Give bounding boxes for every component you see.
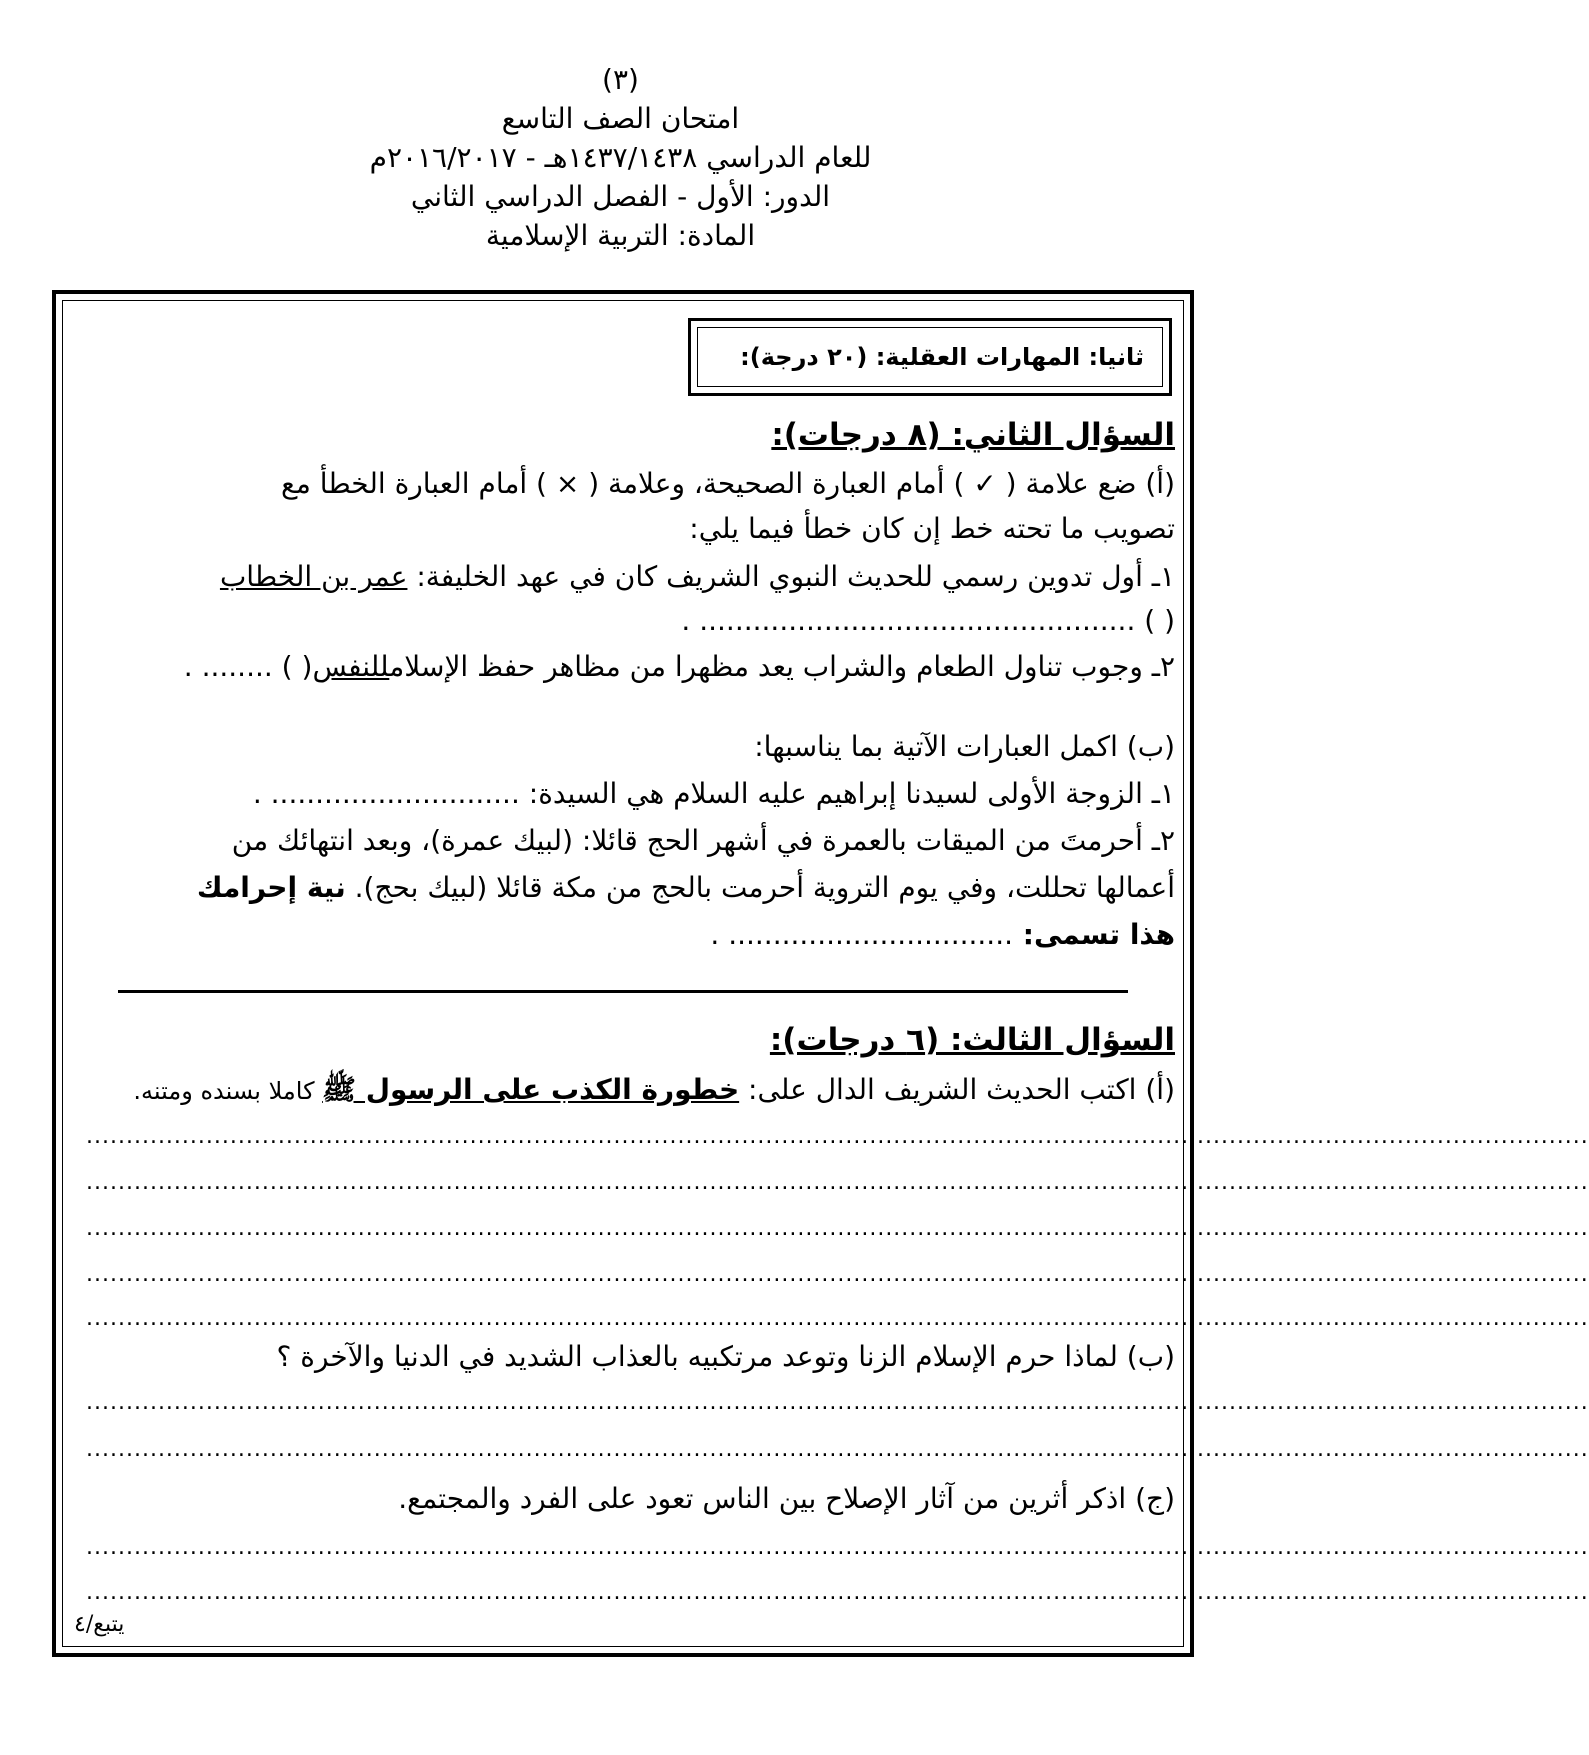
q2-item2-text: ٢ـ وجوب تناول الطعام والشراب يعد مظهرا من مظاهر حفظ الإسلام — [389, 650, 1175, 683]
q3-part-a — [133, 1073, 1175, 1113]
q2-b-item2-line2-bold: نية إحرامك — [196, 871, 346, 904]
q2-b-item2-line3-dots: ................................ . — [710, 918, 1014, 951]
q2-b-item2-line3 — [710, 918, 1175, 951]
q3-part-c: (ج) اذكر أثرين من آثار الإصلاح بين الناس تعود على الفرد والمجتمع. — [398, 1482, 1175, 1515]
q2-b-item2-line1: ٢ـ أحرمتَ من الميقات بالعمرة في أشهر الحج قائلا: (لبيك عمرة)، وبعد انتهائك من — [231, 824, 1175, 857]
q3-part-a-prefix: (أ) اكتب الحديث الشريف الدال على: — [739, 1073, 1175, 1106]
q2-item1 — [220, 560, 1175, 593]
q3-part-a-bold: خطورة الكذب على الرسول ﷺ — [322, 1073, 740, 1106]
exam-session: الدور: الأول - الفصل الدراسي الثاني — [410, 180, 831, 213]
answer-line[interactable]: ............................................................................................................................................................................................ — [86, 1170, 1589, 1195]
q2-item1-answer: ( ) ................................................. . — [681, 604, 1175, 637]
q2-b-item2-line2-text: أعمالها تحللت، وفي يوم التروية أحرمت بالحج من مكة قائلا (لبيك بحج). — [345, 871, 1175, 904]
q2-item2-answer: ( ) ........ . — [183, 650, 313, 683]
q2-item2-underlined: للنفس — [312, 650, 390, 683]
q2-b-item1: ١ـ الزوجة الأولى لسيدنا إبراهيم عليه السلام هي السيدة: ............................ . — [252, 777, 1175, 810]
q2-b-item2-line3-bold: هذا تسمى: — [1013, 918, 1175, 951]
q3-part-a-suffix: كاملا بسنده ومتنه. — [133, 1077, 323, 1105]
answer-line[interactable]: ............................................................................................................................................................................................ — [86, 1262, 1589, 1287]
q3-heading: السؤال الثالث: (٦ درجات): — [769, 1022, 1175, 1058]
q2-part-b-intro: (ب) اكمل العبارات الآتية بما يناسبها: — [754, 730, 1175, 763]
exam-header — [0, 60, 1241, 255]
answer-line[interactable]: ............................................................................................................................................................................................ — [86, 1390, 1589, 1415]
q2-item1-text: ١ـ أول تدوين رسمي للحديث النبوي الشريف كان في عهد الخليفة: — [407, 560, 1175, 593]
exam-title: امتحان الصف التاسع — [501, 102, 740, 135]
answer-line[interactable]: ............................................................................................................................................................................................ — [86, 1306, 1589, 1331]
page-number: (٣) — [602, 63, 639, 96]
answer-line[interactable]: ............................................................................................................................................................................................ — [86, 1216, 1589, 1241]
answer-line[interactable]: ............................................................................................................................................................................................ — [86, 1535, 1589, 1560]
exam-subject: المادة: التربية الإسلامية — [485, 219, 756, 252]
q2-item2 — [184, 650, 1175, 683]
q3-part-b: (ب) لماذا حرم الإسلام الزنا وتوعد مرتكبيه بالعذاب الشديد في الدنيا والآخرة ؟ — [276, 1340, 1175, 1373]
answer-line[interactable]: ............................................................................................................................................................................................ — [86, 1124, 1589, 1149]
q2-item1-underlined: عمر بن الخطاب — [219, 560, 408, 593]
q2-part-a-line1: (أ) ضع علامة ( ✓ ) أمام العبارة الصحيحة، وعلامة ( × ) أمام العبارة الخطأ مع — [281, 467, 1175, 500]
q2-b-item2-line2 — [197, 871, 1175, 904]
q2-part-a-line2: تصويب ما تحته خط إن كان خطأ فيما يلي: — [689, 512, 1175, 545]
academic-year: للعام الدراسي ١٤٣٧/١٤٣٨هـ - ٢٠١٦/٢٠١٧م — [369, 141, 872, 174]
q2-heading: السؤال الثاني: (٨ درجات): — [771, 417, 1175, 453]
answer-line[interactable]: ............................................................................................................................................................................................ — [86, 1580, 1589, 1605]
section-divider — [118, 990, 1128, 993]
continue-note: يتبع/٤ — [74, 1612, 125, 1637]
answer-line[interactable]: ............................................................................................................................................................................................ — [86, 1437, 1589, 1462]
section-title: ثانيا: المهارات العقلية: (٢٠ درجة): — [697, 327, 1163, 387]
